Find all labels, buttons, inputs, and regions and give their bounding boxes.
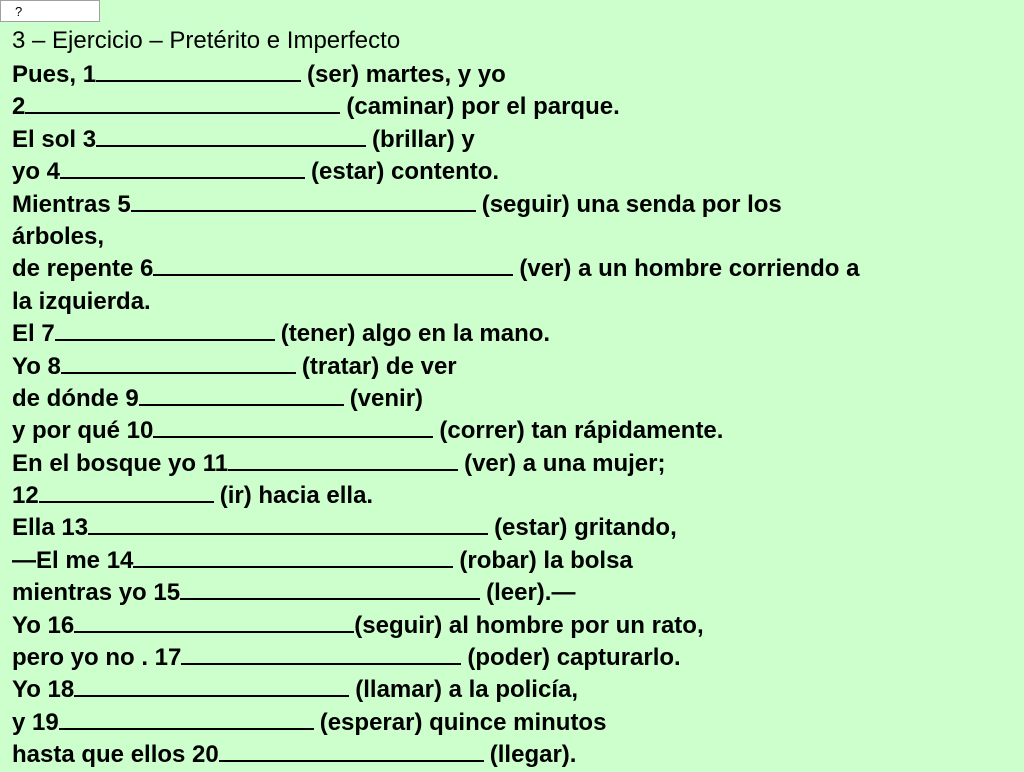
line-prompt: yo 4 xyxy=(12,158,61,186)
answer-blank[interactable] xyxy=(139,384,344,406)
line-prompt: Yo 18 xyxy=(12,676,75,704)
line-verb-hint: (llegar). xyxy=(489,741,577,769)
line-verb-hint: (seguir) una senda por los xyxy=(481,190,782,218)
line-verb-hint: (poder) capturarlo. xyxy=(467,644,681,672)
line-prompt: de dónde 9 xyxy=(12,384,139,412)
exercise-line xyxy=(12,642,859,674)
line-prompt: 12 xyxy=(12,482,39,510)
line-prompt: de repente 6 xyxy=(12,255,154,283)
line-verb-hint: (correr) tan rápidamente. xyxy=(439,417,724,445)
line-prompt: El 7 xyxy=(12,320,55,348)
answer-blank[interactable] xyxy=(55,319,275,341)
exercise-line xyxy=(12,221,859,253)
exercise-line xyxy=(12,59,859,91)
line-verb-hint: (ver) a un hombre corriendo a xyxy=(519,255,860,283)
answer-blank[interactable] xyxy=(60,157,305,179)
line-verb-hint: (seguir) al hombre por un rato, xyxy=(354,611,704,639)
line-verb-hint: (ver) a una mujer; xyxy=(464,449,666,477)
exercise-line xyxy=(12,383,859,415)
exercise-line xyxy=(12,286,859,318)
line-prompt: Mientras 5 xyxy=(12,190,131,218)
line-verb-hint: (tratar) de ver xyxy=(301,352,457,380)
line-verb-hint: (caminar) por el parque. xyxy=(346,93,620,121)
answer-blank[interactable] xyxy=(59,708,314,730)
exercise-line xyxy=(12,512,859,544)
answer-blank[interactable] xyxy=(61,352,296,374)
exercise-line xyxy=(12,577,859,609)
line-verb-hint: (esperar) quince minutos xyxy=(319,708,607,736)
line-prompt: mientras yo 15 xyxy=(12,579,181,607)
line-verb-hint: (brillar) y xyxy=(372,125,475,153)
exercise-line xyxy=(12,739,859,771)
line-prompt: En el bosque yo 11 xyxy=(12,449,229,477)
line-verb-hint: (llamar) a la policía, xyxy=(355,676,578,704)
line-prompt: y por qué 10 xyxy=(12,417,154,445)
line-verb-hint: (estar) gritando, xyxy=(494,514,677,542)
line-verb-hint: (leer).— xyxy=(486,579,576,607)
exercise-line xyxy=(12,318,859,350)
answer-blank[interactable] xyxy=(131,190,476,212)
exercise-line xyxy=(12,545,859,577)
line-prompt: Pues, 1 xyxy=(12,61,97,88)
line-prompt: Yo 8 xyxy=(12,352,61,380)
line-text: árboles, xyxy=(12,222,105,250)
line-prompt: —El me 14 xyxy=(12,546,134,574)
answer-blank[interactable] xyxy=(180,578,480,600)
line-prompt: Yo 16 xyxy=(12,611,75,639)
answer-blank[interactable] xyxy=(153,416,433,438)
line-prompt: pero yo no . 17 xyxy=(12,644,182,672)
line-verb-hint: (ir) hacia ella. xyxy=(219,482,374,510)
answer-blank[interactable] xyxy=(39,481,214,503)
worksheet xyxy=(12,27,859,772)
line-prompt: El sol 3 xyxy=(12,125,97,153)
line-prompt: y 19 xyxy=(12,708,59,736)
answer-blank[interactable] xyxy=(74,611,354,633)
exercise-line xyxy=(12,480,859,512)
answer-blank[interactable] xyxy=(181,643,461,665)
line-verb-hint: (robar) la bolsa xyxy=(459,546,633,574)
line-verb-hint: (venir) xyxy=(349,384,424,412)
answer-blank[interactable] xyxy=(25,92,340,114)
exercise-line xyxy=(12,415,859,447)
line-verb-hint: (tener) algo en la mano. xyxy=(280,320,551,348)
help-box[interactable]: ? xyxy=(0,0,100,22)
exercise-line xyxy=(12,91,859,123)
line-verb-hint: (estar) contento. xyxy=(311,158,500,186)
answer-blank[interactable] xyxy=(219,740,484,762)
line-text: la izquierda. xyxy=(12,287,151,315)
line-prompt: 2 xyxy=(12,93,26,121)
answer-blank[interactable] xyxy=(88,513,488,535)
answer-blank[interactable] xyxy=(96,60,301,82)
exercise-line xyxy=(12,448,859,480)
line-verb-hint: (ser) martes, y yo xyxy=(307,61,506,88)
answer-blank[interactable] xyxy=(74,675,349,697)
exercise-line xyxy=(12,707,859,739)
answer-blank[interactable] xyxy=(228,449,458,471)
answer-blank[interactable] xyxy=(153,254,513,276)
exercise-line xyxy=(12,610,859,642)
exercise-line xyxy=(12,156,859,188)
worksheet-title: 3 – Ejercicio – Pretérito e Imperfecto xyxy=(12,27,401,54)
exercise-line xyxy=(12,124,859,156)
exercise-line xyxy=(12,351,859,383)
exercise-line xyxy=(12,253,859,285)
line-prompt: Ella 13 xyxy=(12,514,89,542)
line-prompt: hasta que ellos 20 xyxy=(12,741,219,769)
answer-blank[interactable] xyxy=(96,125,366,147)
exercise-line xyxy=(12,189,859,221)
exercise-lines xyxy=(12,59,859,772)
exercise-line xyxy=(12,674,859,706)
answer-blank[interactable] xyxy=(133,546,453,568)
